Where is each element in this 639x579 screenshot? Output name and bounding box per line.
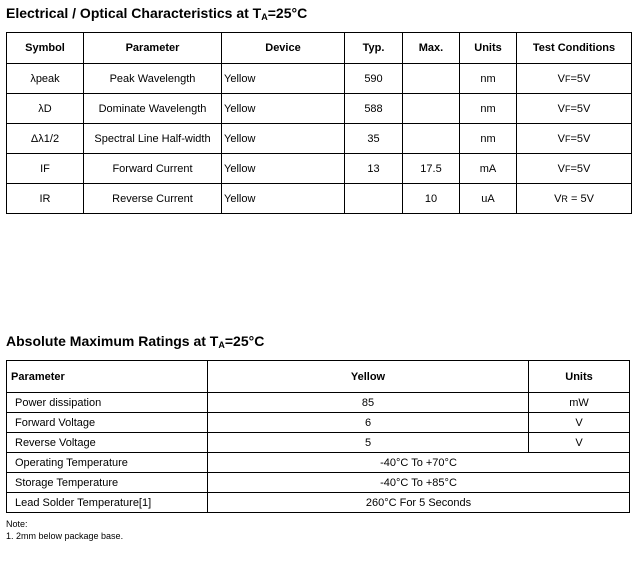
column-header-test-conditions: Test Conditions	[517, 33, 632, 64]
title-text: Absolute Maximum Ratings at T	[6, 333, 219, 349]
units-cell: mA	[460, 154, 517, 184]
table-row	[7, 393, 630, 413]
units-cell: nm	[460, 124, 517, 154]
max-cell: 10	[403, 184, 460, 214]
yellow-value-cell: 6	[208, 413, 529, 433]
absolute-maximum-ratings-table	[6, 360, 630, 513]
parameter-cell: Reverse Voltage	[7, 433, 208, 453]
yellow-value-cell: 85	[208, 393, 529, 413]
column-header-max: Max.	[403, 33, 460, 64]
parameter-cell: Power dissipation	[7, 393, 208, 413]
test-condition-cell: VR = 5V	[517, 184, 632, 214]
spanned-value-cell: 260°C For 5 Seconds	[208, 493, 630, 513]
note-item: 1. 2mm below package base.	[6, 531, 124, 541]
units-cell: V	[529, 433, 630, 453]
typ-cell: 35	[345, 124, 403, 154]
title-end: =25°C	[267, 5, 308, 21]
max-cell	[403, 64, 460, 94]
device-cell: Yellow	[222, 124, 345, 154]
title-text: Electrical / Optical Characteristics at T	[6, 5, 262, 21]
parameter-cell: Reverse Current	[84, 184, 222, 214]
table-row	[7, 184, 632, 214]
table-row	[7, 94, 632, 124]
table-header-row	[7, 33, 632, 64]
device-cell: Yellow	[222, 154, 345, 184]
symbol-cell: Δλ1/2	[7, 124, 84, 154]
units-cell: nm	[460, 94, 517, 124]
test-condition-cell: VF=5V	[517, 154, 632, 184]
parameter-cell: Forward Current	[84, 154, 222, 184]
units-cell: uA	[460, 184, 517, 214]
table-row	[7, 413, 630, 433]
absolute-maximum-ratings-title	[6, 333, 264, 350]
units-cell: nm	[460, 64, 517, 94]
max-cell	[403, 94, 460, 124]
max-cell	[403, 124, 460, 154]
parameter-cell: Forward Voltage	[7, 413, 208, 433]
parameter-cell: Peak Wavelength	[84, 64, 222, 94]
column-header-device: Device	[222, 33, 345, 64]
table-row	[7, 453, 630, 473]
title-subscript: A	[261, 12, 268, 22]
units-cell: mW	[529, 393, 630, 413]
test-condition-cell: VF=5V	[517, 124, 632, 154]
typ-cell: 590	[345, 64, 403, 94]
parameter-cell: Dominate Wavelength	[84, 94, 222, 124]
table-header-row	[7, 361, 630, 393]
device-cell: Yellow	[222, 94, 345, 124]
column-header-parameter: Parameter	[84, 33, 222, 64]
yellow-value-cell: 5	[208, 433, 529, 453]
typ-cell: 13	[345, 154, 403, 184]
title-end: =25°C	[224, 333, 265, 349]
table-row	[7, 154, 632, 184]
device-cell: Yellow	[222, 64, 345, 94]
column-header-symbol: Symbol	[7, 33, 84, 64]
symbol-cell: λD	[7, 94, 84, 124]
table-row	[7, 473, 630, 493]
device-cell: Yellow	[222, 184, 345, 214]
table-row	[7, 493, 630, 513]
column-header-yellow: Yellow	[208, 361, 529, 393]
spanned-value-cell: -40°C To +85°C	[208, 473, 630, 493]
column-header-typ: Typ.	[345, 33, 403, 64]
note-heading: Note:	[6, 519, 28, 529]
test-condition-cell: VF=5V	[517, 64, 632, 94]
column-header-parameter: Parameter	[7, 361, 208, 393]
table-row	[7, 124, 632, 154]
symbol-cell: IR	[7, 184, 84, 214]
max-cell: 17.5	[403, 154, 460, 184]
electrical-optical-table	[6, 32, 632, 214]
table-row	[7, 64, 632, 94]
column-header-units: Units	[529, 361, 630, 393]
symbol-cell: λpeak	[7, 64, 84, 94]
test-condition-cell: VF=5V	[517, 94, 632, 124]
parameter-cell: Storage Temperature	[7, 473, 208, 493]
column-header-units: Units	[460, 33, 517, 64]
typ-cell: 588	[345, 94, 403, 124]
electrical-optical-title	[6, 5, 307, 22]
title-subscript: A	[218, 340, 225, 350]
table-row	[7, 433, 630, 453]
spanned-value-cell: -40°C To +70°C	[208, 453, 630, 473]
typ-cell	[345, 184, 403, 214]
parameter-cell: Spectral Line Half-width	[84, 124, 222, 154]
units-cell: V	[529, 413, 630, 433]
parameter-cell: Operating Temperature	[7, 453, 208, 473]
parameter-cell: Lead Solder Temperature[1]	[7, 493, 208, 513]
symbol-cell: IF	[7, 154, 84, 184]
